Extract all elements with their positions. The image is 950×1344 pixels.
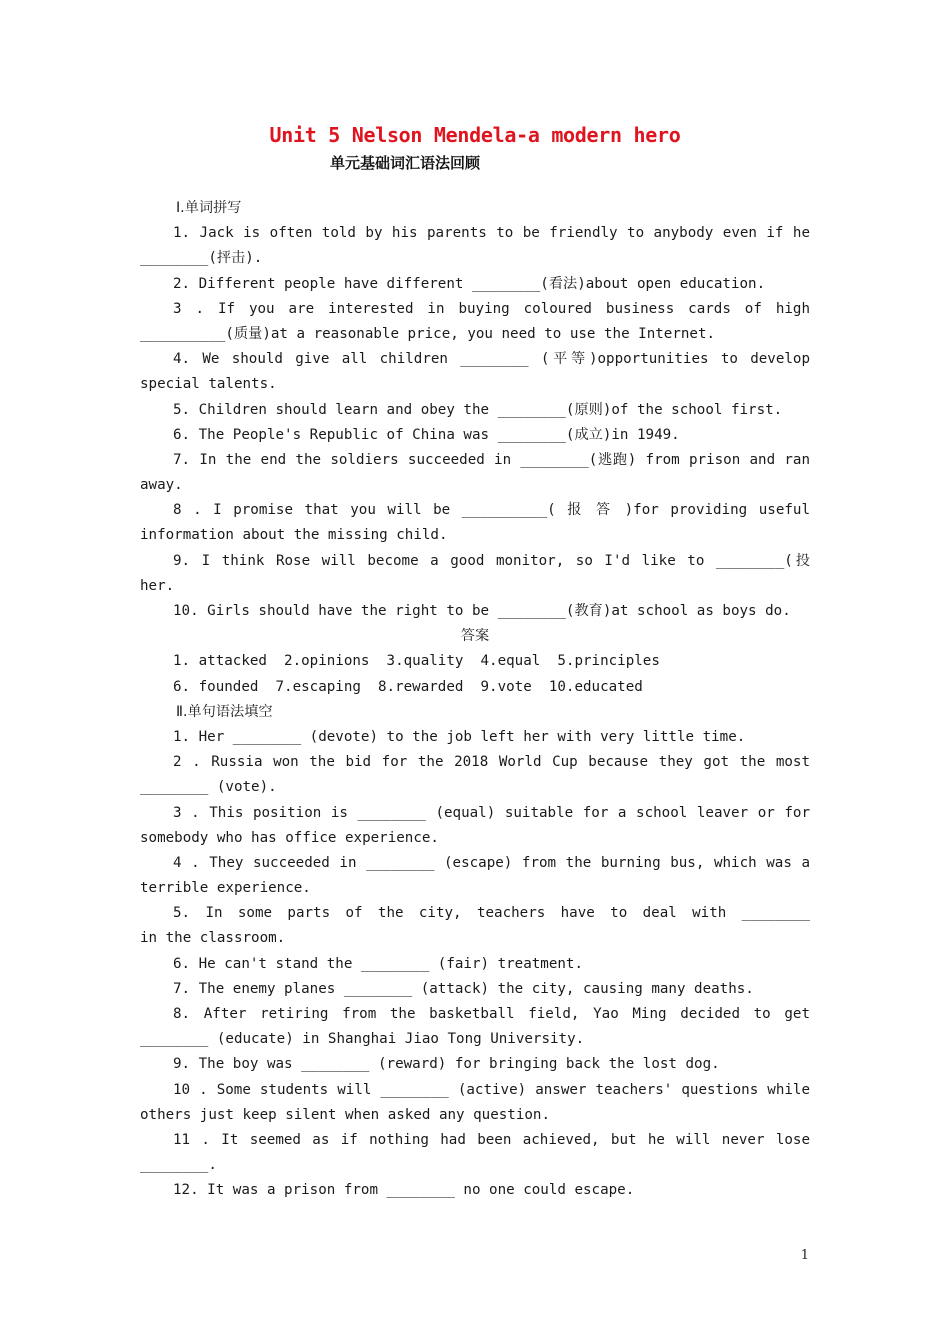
question-line: information about the missing child. — [140, 527, 448, 544]
question-line: somebody who has office experience. — [140, 829, 439, 846]
question-line: terrible experience. — [140, 880, 311, 897]
section1-heading: Ⅰ.单词拼写 — [176, 200, 242, 216]
question-line: 9. I think Rose will become a good monitor, so I'd like to ________(投 — [173, 552, 810, 569]
question-line: 6. The People's Republic of China was ________(成立)in 1949. — [173, 426, 680, 443]
question-line: away. — [140, 477, 183, 494]
question-line: 7. In the end the soldiers succeeded in ________(逃跑) from prison and ran — [173, 451, 810, 468]
question-line: 10. Girls should have the right to be ________(教育)at school as boys do. — [173, 603, 791, 619]
question-line: ________ (educate) in Shanghai Jiao Tong University. — [140, 1031, 585, 1048]
question-line: 3 . If you are interested in buying coloured business cards of high — [173, 300, 810, 317]
question-line: her. — [140, 577, 175, 594]
question-line: 4 . They succeeded in ________ (escape) from the burning bus, which was a — [173, 854, 810, 871]
question-line: ________ (vote). — [140, 779, 277, 796]
question-line: others just keep silent when asked any question. — [140, 1106, 550, 1123]
question-line: ________(抨击). — [140, 250, 263, 267]
question-line: 6. He can't stand the ________ (fair) treatment. — [173, 955, 583, 972]
question-line: in the classroom. — [140, 930, 286, 947]
document-subtitle: 单元基础词汇语法回顾 — [330, 154, 481, 172]
question-line: 10 . Some students will ________ (active) answer teachers' questions while — [173, 1081, 810, 1098]
answer-line: 6. founded 7.escaping 8.rewarded 9.vote 10.educated — [173, 678, 643, 695]
answer-line: 1. attacked 2.opinions 3.quality 4.equal 5.principles — [173, 653, 660, 670]
question-line: 8 . I promise that you will be __________( 报 答 )for providing useful — [173, 502, 810, 519]
page-number: 1 — [800, 1248, 809, 1263]
document-body — [140, 196, 810, 1204]
document-title: Unit 5 Nelson Mendela-a modern hero — [269, 123, 681, 147]
answers-heading: 答案 — [460, 628, 490, 645]
question-line: ________. — [140, 1157, 217, 1174]
question-line: 9. The boy was ________ (reward) for bringing back the lost dog. — [173, 1056, 720, 1073]
question-line: 2 . Russia won the bid for the 2018 World Cup because they got the most — [173, 754, 810, 771]
question-line: 8. After retiring from the basketball field, Yao Ming decided to get — [173, 1006, 810, 1022]
question-line: 11 . It seemed as if nothing had been achieved, but he will never lose — [173, 1131, 810, 1148]
question-line: 1. Jack is often told by his parents to be friendly to anybody even if he — [173, 225, 810, 242]
question-line: 7. The enemy planes ________ (attack) the city, causing many deaths. — [173, 980, 754, 997]
section2-heading: Ⅱ.单句语法填空 — [176, 703, 273, 720]
question-line: 5. In some parts of the city, teachers have to deal with ________ — [173, 905, 810, 922]
question-line: 2. Different people have different ________(看法)about open education. — [173, 275, 766, 292]
question-line: __________(质量)at a reasonable price, you need to use the Internet. — [140, 325, 716, 342]
question-line: 12. It was a prison from ________ no one could escape. — [173, 1182, 635, 1199]
question-line: 4. We should give all children ________ (平等)opportunities to develop — [173, 351, 810, 368]
question-line: 5. Children should learn and obey the ________(原则)of the school first. — [173, 401, 783, 418]
question-line: 1. Her ________ (devote) to the job left her with very little time. — [173, 728, 746, 745]
question-line: special talents. — [140, 376, 277, 393]
question-line: 3 . This position is ________ (equal) suitable for a school leaver or for — [173, 804, 810, 821]
